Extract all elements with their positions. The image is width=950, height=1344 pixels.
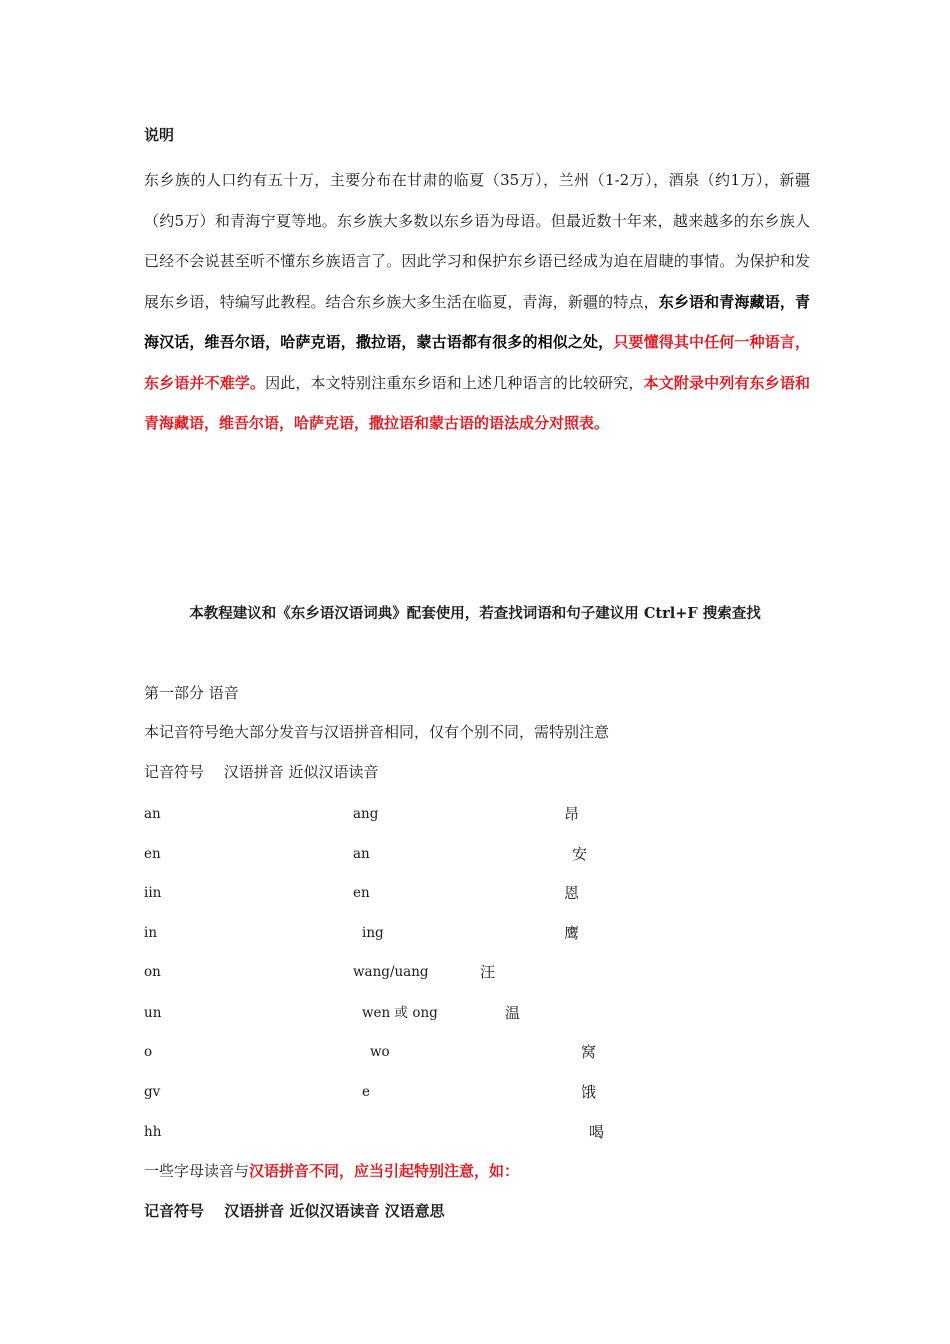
section-heading: 说明 (144, 126, 175, 144)
table-row (0, 843, 950, 865)
pinyin-cell: en (353, 885, 370, 901)
notice-prefix: 一些字母读音与 (144, 1162, 250, 1180)
table2-header: 记音符号 汉语拼音 近似汉语读音 汉语意思 (144, 1202, 445, 1220)
char-cell: 窝 (581, 1043, 597, 1061)
pinyin-cell: wen 或 ong (362, 1005, 438, 1021)
pinyin-cell: e (362, 1084, 370, 1100)
intro-text-2: 因此，本文特别注重东乡语和上述几种语言的比较研究， (265, 373, 644, 392)
notice-red-text: 汉语拼音不同，应当引起特别注意，如： (249, 1162, 520, 1180)
char-cell: 汪 (480, 963, 496, 981)
char-cell: 温 (505, 1004, 521, 1022)
intro-red-text-2: 本文附录中列有东乡语和青海藏语，维吾尔语，哈萨克语，撒拉语和蒙古语的语法成分对照表。 (144, 373, 810, 432)
pinyin-cell: wo (370, 1044, 390, 1060)
symbol-cell: in (144, 925, 158, 941)
part-title: 第一部分 语音 (144, 684, 239, 702)
intro-red-text-1: 只要懂得其中任何一种语言，东乡语并不难学。 (144, 333, 810, 392)
table-row (0, 922, 950, 944)
char-cell: 喝 (589, 1123, 605, 1141)
symbol-cell: iin (144, 885, 162, 901)
symbol-cell: an (144, 806, 161, 822)
symbol-cell: on (144, 964, 161, 980)
char-cell: 鹰 (564, 924, 580, 942)
symbol-cell: en (144, 846, 161, 862)
table-row (0, 1081, 950, 1103)
pinyin-cell: ang (353, 806, 379, 822)
symbol-cell: gv (144, 1084, 161, 1100)
char-cell: 昂 (564, 805, 580, 823)
pinyin-cell: ing (362, 925, 384, 941)
intro-paragraph (144, 160, 810, 444)
table-row (0, 803, 950, 825)
char-cell: 恩 (564, 884, 580, 902)
notice-line (144, 1160, 519, 1182)
intro-text-1: 东乡族的人口约有五十万，主要分布在甘肃的临夏（35万），兰州（1-2万），酒泉（约1万），新疆（约5万）和青海宁夏等地。东乡族大多数以东乡语为母语。但最近数十年来，越来越多的东乡族人已经不会说甚至听不懂东乡族语言了。因此学习和保护东乡语已经成为迫在眉睫的事情。为保护和发展东乡语，特编写此教程。结合东乡族大多生活在临夏，青海，新疆的特点， (144, 171, 810, 311)
pinyin-cell: wang/uang (353, 964, 429, 980)
table-row (0, 1121, 950, 1143)
table-row (0, 1041, 950, 1063)
symbol-cell: o (144, 1044, 153, 1060)
table-row (0, 961, 950, 983)
intro-bold-text: 东乡语和青海藏语，青海汉话，维吾尔语，哈萨克语，撒拉语，蒙古语都有很多的相似之处， (144, 292, 810, 351)
table-row (0, 1002, 950, 1024)
symbol-cell: hh (144, 1124, 162, 1140)
usage-note: 本教程建议和《东乡语汉语词典》配套使用，若查找词语和句子建议用 Ctrl+F 搜索查找 (189, 605, 761, 622)
symbol-cell: un (144, 1005, 162, 1021)
table-header: 记音符号 汉语拼音 近似汉语读音 (144, 763, 379, 781)
table-row (0, 882, 950, 904)
pinyin-cell: an (353, 846, 370, 862)
char-cell: 饿 (581, 1083, 597, 1101)
part-description: 本记音符号绝大部分发音与汉语拼音相同，仅有个别不同，需特别注意 (144, 723, 610, 741)
char-cell: 安 (572, 845, 588, 863)
